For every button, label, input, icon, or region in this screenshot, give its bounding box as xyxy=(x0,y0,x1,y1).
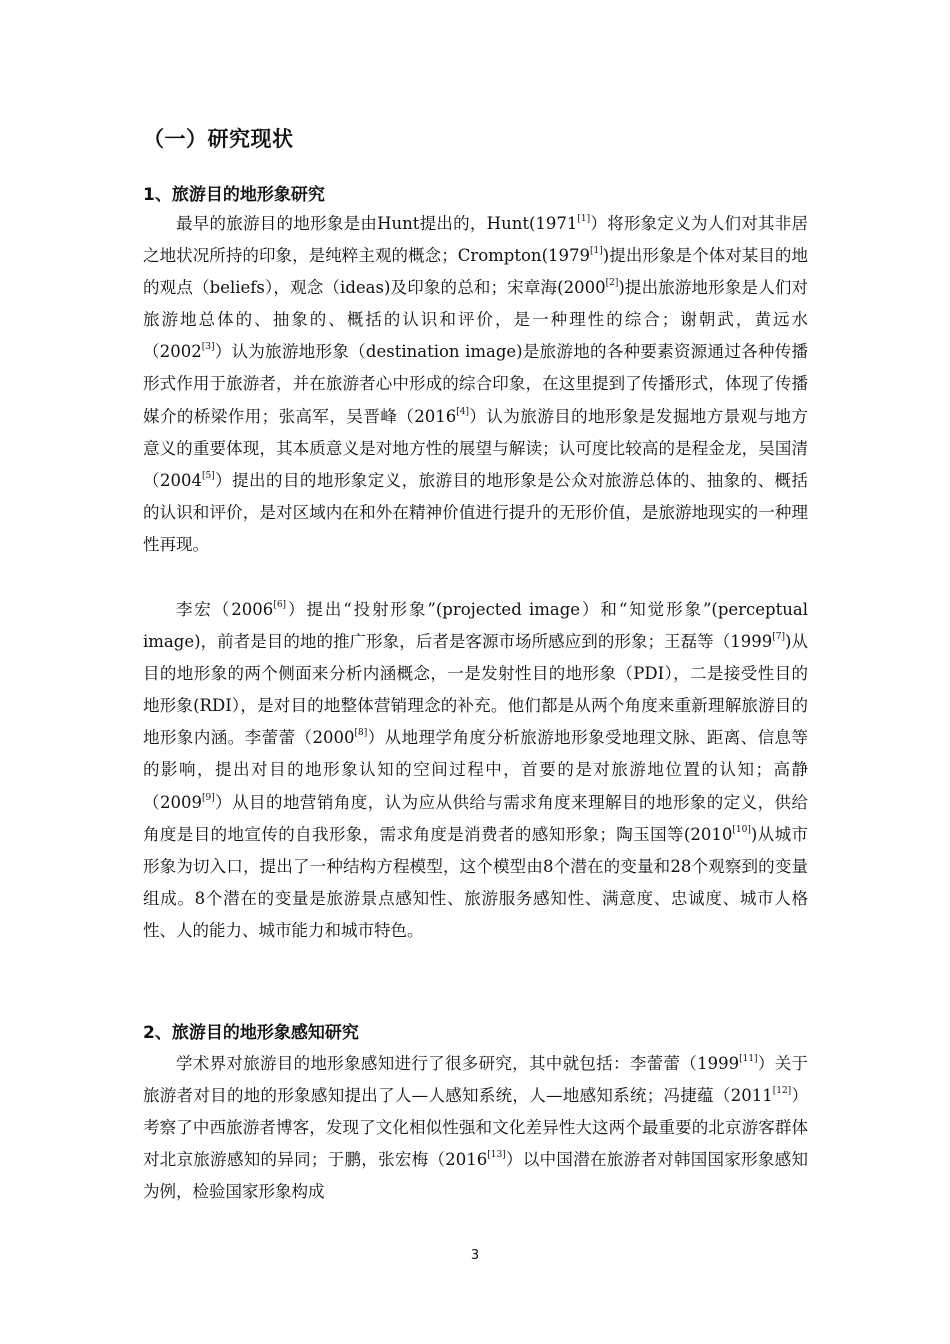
paragraph-2: 李宏（2006[6]）提出“投射形象”(projected image）和“知觉形象”(perceptual image)，前者是目的地的推广形象，后者是客源市场所感应到的形象；王磊等（1999[7])从目的地形象的两个侧面来分析内涵概念，一是发射性目的地形象（PDI），二是接受性目的地形象(RDI），是对目的地整体营销理念的补充。他们都是从两个角度来重新理解旅游目的地形象内涵。李蕾蕾（2000[8]）从地理学角度分析旅游地形象受地理文脉、距离、信息等的影响，提出对目的地形象认知的空间过程中，首要的是对旅游地位置的认知；高静（2009[9]）从目的地营销角度，认为应从供给与需求角度来理解目的地形象的定义，供给角度是目的地宣传的自我形象，需求角度是消费者的感知形象；陶玉国等(2010[10])从城市形象为切入口，提出了一种结构方程模型，这个模型由8个潜在的变量和28个观察到的变量组成。8个潜在的变量是旅游景点感知性、旅游服务感知性、满意度、忠诚度、城市人格性、人的能力、城市能力和城市特色。 xyxy=(143,600,809,940)
citation-ref: [12] xyxy=(772,1086,792,1097)
citation-ref: [7] xyxy=(772,632,786,643)
page-number: 3 xyxy=(470,1248,480,1263)
subsection-title-1: 1、旅游目的地形象研究 xyxy=(143,185,325,205)
section-heading: （一）研究现状 xyxy=(143,127,294,151)
citation-ref: [5] xyxy=(201,470,215,481)
paragraph-3: 学术界对旅游目的地形象感知进行了很多研究，其中就包括：李蕾蕾（1999[11]）关于旅游者对目的地的形象感知提出了人—人感知系统，人—地感知系统；冯捷蕴（2011[12]）考察了中西旅游者博客，发现了文化相似性强和文化差异性大这两个最重要的北京游客群体对北京旅游感知的异同；于鹏，张宏梅（2016[13]）以中国潜在旅游者对韩国国家形象感知为例，检验国家形象构成 xyxy=(143,1054,809,1202)
citation-ref: [4] xyxy=(456,406,469,417)
citation-ref: [1] xyxy=(577,214,591,224)
paragraph-1: 最早的旅游目的地形象是由Hunt提出的，Hunt(1971[1]）将形象定义为人们对其非居之地状况所持的印象，是纯粹主观的概念；Crompton(1979[1])提出形象是个体对某目的地的观点（beliefs），观念（ideas)及印象的总和；宋章海(2000[2])提出旅游地形象是人们对旅游地总体的、抽象的、概括的认识和评价，是一种理性的综合；谢朝武，黄远水（2002[3]）认为旅游地形象（destination image)是旅游地的各种要素资源通过各种传播形式作用于旅游者，并在旅游者心中形成的综合印象，在这里提到了传播形式，体现了传播媒介的桥梁作用；张高军，吴晋峰（2016[4]）认为旅游目的地形象是发掘地方景观与地方意义的重要体现，其本质意义是对地方性的展望与解读；认可度比较高的是程金龙，吴国清（2004[5]）提出的目的地形象定义，旅游目的地形象是公众对旅游总体的、抽象的、概括的认识和评价，是对区域内在和外在精神价值进行提升的无形价值，是旅游地现实的一种理性再现。 xyxy=(143,214,809,554)
citation-ref: [8] xyxy=(354,728,368,739)
citation-ref: [13] xyxy=(487,1150,506,1161)
citation-ref: [10] xyxy=(732,824,751,835)
citation-ref: [1] xyxy=(590,246,603,257)
citation-ref: [9] xyxy=(201,792,215,803)
subsection-title-2: 2、旅游目的地形象感知研究 xyxy=(143,1023,359,1043)
citation-ref: [11] xyxy=(739,1054,758,1064)
citation-ref: [6] xyxy=(273,600,287,610)
citation-ref: [3] xyxy=(201,342,215,353)
citation-ref: [2] xyxy=(605,278,619,289)
